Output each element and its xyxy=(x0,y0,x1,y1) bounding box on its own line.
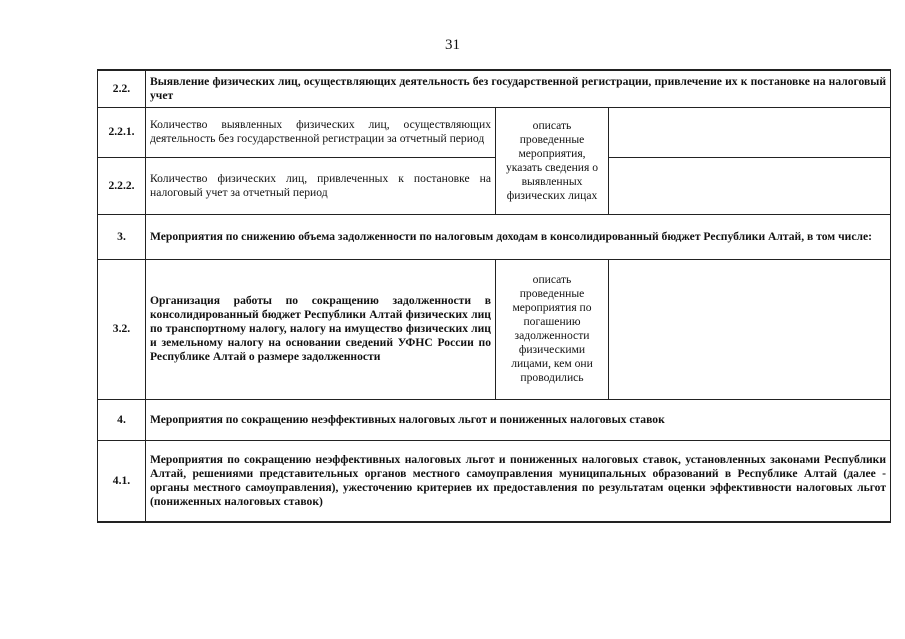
row-title: Мероприятия по снижению объема задолженности по налоговым доходам в консолидированный бюджет Республики Алтай, в том числе: xyxy=(146,214,891,259)
table-row xyxy=(98,214,891,259)
row-number: 4. xyxy=(98,399,146,440)
row-value-cell xyxy=(609,157,891,214)
row-number: 2.2. xyxy=(98,70,146,107)
row-indicator: Количество выявленных физических лиц, осуществляющих деятельность без государственной регистрации за отчетный период xyxy=(146,107,496,157)
row-indicator: Количество физических лиц, привлеченных к постановке на налоговый учет за отчетный период xyxy=(146,157,496,214)
row-title: Мероприятия по сокращению неэффективных налоговых льгот и пониженных налоговых ставок, установленных законами Республики Алтай, решениями представительных органов местного самоуправления муниципальных образований в Республике Алтай (далее - органы местного самоуправления), ужесточению критериев их предоставления по результатам оценки эффективности налоговых льгот (пониженных налоговых ставок) xyxy=(146,440,891,522)
row-number: 4.1. xyxy=(98,440,146,522)
row-value-cell xyxy=(609,107,891,157)
row-value-cell xyxy=(609,259,891,399)
row-number: 3.2. xyxy=(98,259,146,399)
table-row xyxy=(98,399,891,440)
table-row xyxy=(98,70,891,107)
table-row xyxy=(98,157,891,214)
table-row xyxy=(98,107,891,157)
row-number: 3. xyxy=(98,214,146,259)
row-indicator: Организация работы по сокращению задолженности в консолидированный бюджет Республики Алтай физических лиц по транспортному налогу, налогу на имущество физических лиц и земельному налогу на основании сведений УФНС России по Республике Алтай о размере задолженности xyxy=(146,259,496,399)
table-row xyxy=(98,259,891,399)
row-instruction: описать проведенные мероприятия по погашению задолженности физическими лицами, кем они проводились xyxy=(496,259,609,399)
row-title: Мероприятия по сокращению неэффективных налоговых льгот и пониженных налоговых ставок xyxy=(146,399,891,440)
row-title: Выявление физических лиц, осуществляющих деятельность без государственной регистрации, привлечение их к постановке на налоговый учет xyxy=(146,70,891,107)
row-instruction: описать проведенные мероприятия, указать сведения о выявленных физических лицах xyxy=(496,107,609,214)
row-number: 2.2.2. xyxy=(98,157,146,214)
row-number: 2.2.1. xyxy=(98,107,146,157)
measures-table xyxy=(97,69,891,523)
table-row xyxy=(98,440,891,522)
page-number: 31 xyxy=(445,37,460,53)
